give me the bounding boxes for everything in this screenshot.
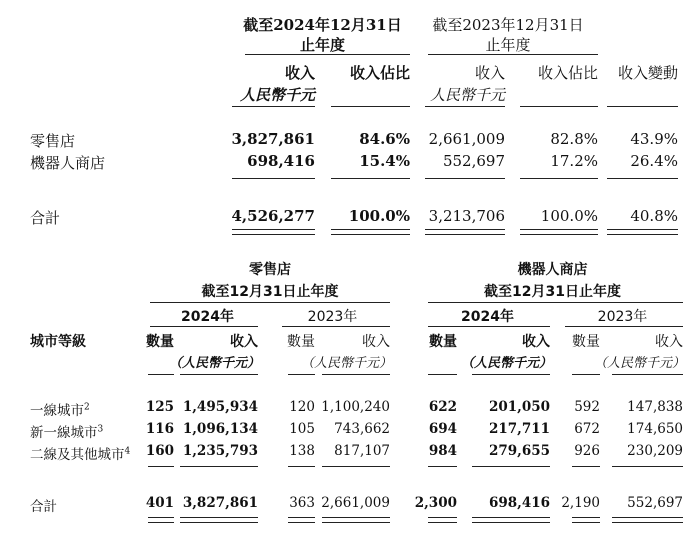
group-retail: 零售店 (249, 262, 291, 278)
robot-change: 26.4% (630, 152, 678, 170)
col-count-b23: 數量 (572, 334, 600, 350)
r2-r24n: 116 (145, 421, 174, 437)
total-change: 40.8% (630, 207, 678, 225)
r1-r24v: 1,495,934 (182, 399, 258, 415)
col-count-r23: 數量 (287, 334, 315, 350)
unit-b23: （人民幣千元） (593, 356, 685, 371)
row-label-robot: 機器人商店 (30, 154, 106, 172)
tier-row-1-label: 一線城市$^2$ (30, 402, 90, 419)
col-change: 收入變動 (617, 64, 678, 82)
year-2024-retail: 2024年 (181, 309, 234, 325)
r2-b24v: 217,711 (488, 421, 550, 437)
col-share-2023: 收入佔比 (537, 64, 598, 82)
col-rev-b24: 收入 (522, 334, 550, 350)
tot-r24n: 401 (145, 495, 174, 511)
tot-b24n: 2,300 (414, 495, 457, 511)
col-rev-r23: 收入 (362, 334, 390, 350)
r3-r24n: 160 (145, 443, 174, 459)
robot-rev-2024: 698,416 (247, 152, 315, 170)
bottom-total-label: 合計 (30, 499, 57, 515)
r3-b24v: 279,655 (488, 443, 550, 459)
col-revenue-2024: 收入 (284, 64, 315, 82)
period-2024-line2: 止年度 (299, 36, 345, 54)
r1-r23n: 120 (289, 399, 315, 415)
tot-b23v: 552,697 (627, 495, 683, 511)
r3-b23v: 230,209 (627, 443, 683, 459)
tier-row-2-label: 新一線城市$^3$ (30, 424, 104, 441)
r3-r23n: 138 (289, 443, 315, 459)
col-rev-r24: 收入 (230, 334, 258, 350)
r1-r23v: 1,100,240 (321, 399, 390, 415)
period-2024-line1: 截至2024年12月31日 (243, 16, 402, 34)
total-rev-2024: 4,526,277 (231, 207, 315, 225)
unit-r23: （人民幣千元） (300, 356, 392, 371)
col-count-r24: 數量 (146, 334, 174, 350)
r2-b23v: 174,650 (627, 421, 683, 437)
r2-r23n: 105 (289, 421, 315, 437)
r3-b24n: 984 (428, 443, 457, 459)
year-2023-retail: 2023年 (307, 309, 358, 325)
tot-r23v: 2,661,009 (321, 495, 390, 511)
col-revenue-2023: 收入 (474, 64, 505, 82)
total-share-2024: 100.0% (348, 207, 410, 225)
retail-share-2024: 84.6% (359, 130, 410, 148)
r2-b23n: 672 (574, 421, 600, 437)
col-rev-b23: 收入 (655, 334, 683, 350)
tot-b24v: 698,416 (488, 495, 550, 511)
retail-rev-2023: 2,661,009 (428, 130, 505, 148)
retail-change: 43.9% (630, 130, 678, 148)
r2-r23v: 743,662 (334, 421, 390, 437)
r3-b23n: 926 (574, 443, 600, 459)
r1-r24n: 125 (145, 399, 174, 415)
group-robot: 機器人商店 (517, 262, 588, 278)
row-label-retail: 零售店 (30, 132, 76, 150)
year-2023-robot: 2023年 (597, 309, 648, 325)
r1-b23v: 147,838 (627, 399, 683, 415)
period-robot: 截至12月31日止年度 (484, 284, 621, 300)
unit-r24: （人民幣千元） (168, 356, 260, 371)
col-share-2024: 收入佔比 (349, 64, 410, 82)
period-2023-line1: 截至2023年12月31日 (432, 16, 584, 34)
unit-b24: （人民幣千元） (460, 356, 552, 371)
period-2023-line2: 止年度 (485, 36, 531, 54)
retail-rev-2024: 3,827,861 (231, 130, 315, 148)
total-share-2023: 100.0% (540, 207, 598, 225)
col-count-b24: 數量 (429, 334, 457, 350)
retail-share-2023: 82.8% (550, 130, 598, 148)
robot-share-2024: 15.4% (359, 152, 410, 170)
unit-2024: 人民幣千元 (239, 86, 315, 104)
r2-b24n: 694 (428, 421, 457, 437)
total-rev-2023: 3,213,706 (428, 207, 505, 225)
r2-r24v: 1,096,134 (182, 421, 258, 437)
unit-2023: 人民幣千元 (429, 86, 505, 104)
year-2024-robot: 2024年 (461, 309, 514, 325)
total-label: 合計 (30, 209, 61, 227)
r3-r24v: 1,235,793 (182, 443, 258, 459)
tier-row-3-label: 二線及其他城市$^4$ (30, 446, 131, 463)
period-retail: 截至12月31日止年度 (201, 284, 339, 300)
tot-r23n: 363 (289, 495, 315, 511)
r1-b23n: 592 (574, 399, 600, 415)
tot-b23n: 2,190 (561, 495, 600, 511)
robot-share-2023: 17.2% (550, 152, 598, 170)
r1-b24n: 622 (428, 399, 457, 415)
robot-rev-2023: 552,697 (442, 152, 505, 170)
tot-r24v: 3,827,861 (182, 495, 258, 511)
col-tier: 城市等級 (30, 334, 86, 350)
r1-b24v: 201,050 (488, 399, 550, 415)
r3-r23v: 817,107 (334, 443, 390, 459)
